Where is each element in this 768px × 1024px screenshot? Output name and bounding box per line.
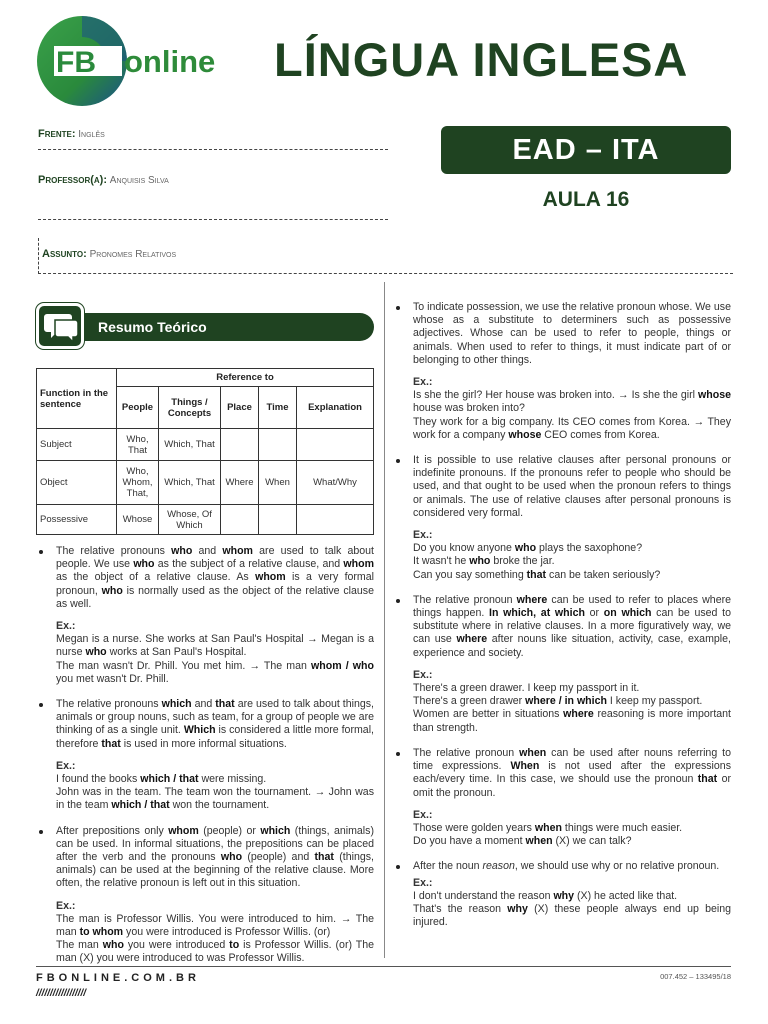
footer-site: FBONLINE.COM.BR: [36, 972, 200, 984]
table-cell: Whose, Of Which: [159, 505, 221, 535]
svg-text:online: online: [124, 44, 216, 79]
relative-pronoun-table-wrap: [36, 368, 374, 535]
left-column: [36, 545, 374, 978]
fbonline-logo: [36, 16, 220, 106]
example-block: Ex.: Is she the girl? Her house was broken into. → Is she the girl whose house was broken into? They work for a big company. Its CEO comes from Korea. → They work for a company whose CEO comes from Korea.: [413, 376, 731, 441]
svg-text:FB: FB: [56, 46, 96, 79]
table-subhead: Explanation: [297, 387, 374, 429]
example-block: Ex.: Megan is a nurse. She works at San Paul's Hospital → Megan is a nurse who works at San Paul's Hospital. The man wasn't Dr. Phill. You met him. → The man whom / who you met wasn't Dr. Phill.: [56, 620, 374, 685]
assunto-field: [38, 238, 733, 274]
table-cell: [297, 505, 374, 535]
table-cell: When: [259, 461, 297, 505]
table-cell: Which, That: [159, 429, 221, 461]
table-subhead: Place: [221, 387, 259, 429]
bullet-who-whom: [36, 545, 374, 686]
bullet-where: [393, 594, 731, 735]
table-subhead: People: [117, 387, 159, 429]
relative-pronoun-table: [36, 368, 374, 535]
example-block: Ex.: Do you know anyone who plays the saxophone? It wasn't he who broke the jar. Can you say something that can be taken seriously?: [413, 529, 731, 582]
example-label: Ex.:: [56, 759, 76, 772]
table-cell: What/Why: [297, 461, 374, 505]
logo-graphic: [36, 16, 220, 106]
professor-value: Anquisis Silva: [109, 175, 169, 186]
example-label: Ex.:: [413, 808, 433, 821]
lesson-number: AULA 16: [542, 188, 630, 211]
example-label: Ex.:: [56, 899, 76, 912]
page-title: LÍNGUA INGLESA: [274, 33, 689, 86]
example-block: Ex.: There's a green drawer. I keep my passport in it. There's a green drawer where / in which I keep my passport. Women are better in situations where reasoning is more important than strength.: [413, 668, 731, 734]
bullet-prepositions: [36, 825, 374, 966]
table-cell: [297, 429, 374, 461]
section-header: [36, 303, 374, 349]
paragraph: The relative pronoun where can be used to refer to places where things happen. In which, at which or on which can be used to substitute where in relative clauses. In a more figuratively way, we can use where after nouns like situation, activity, case, example, experience and society.: [413, 593, 732, 659]
table-subhead: Things / Concepts: [159, 387, 221, 429]
professor-label: Professor(a):: [38, 174, 107, 186]
section-title: Resumo Teórico: [60, 313, 374, 341]
table-subhead: Time: [259, 387, 297, 429]
example-label: Ex.:: [56, 620, 76, 633]
table-row: [37, 505, 374, 535]
table-cell: Object: [37, 461, 117, 505]
chat-bubble-icon: [36, 303, 84, 349]
table-cell: Whose: [117, 505, 159, 535]
paragraph: To indicate possession, we use the relative pronoun whose. We use whose as a substitute to determiners such as possessive adjectives. Whose can be used to refer to people, things or animals. When used to refer to things, it must indicate part of or belonging to other things.: [413, 301, 731, 366]
bullet-which-that: [36, 698, 374, 813]
table-cell: Subject: [37, 429, 117, 461]
table-cell: Where: [221, 461, 259, 505]
assunto-value: Pronomes Relativos: [89, 249, 177, 260]
right-column: [393, 301, 731, 941]
frente-field: [38, 128, 388, 150]
example-label: Ex.:: [413, 668, 433, 681]
footer-code: 007.452 – 133495/18: [660, 972, 731, 981]
bullet-when: [393, 747, 731, 848]
example-label: Ex.:: [413, 876, 433, 889]
paragraph: The relative pronoun when can be used after nouns referring to time expressions. When is not used after the expressions each/every time. In this case, we should use the pronoun that or omit the pronoun.: [413, 746, 731, 799]
bullet-whose: [393, 301, 731, 442]
frente-label: Frente:: [38, 128, 76, 140]
table-cell: Which, That: [159, 461, 221, 505]
example-label: Ex.:: [413, 529, 433, 542]
professor-field: [38, 174, 388, 220]
footer-divider: [36, 966, 731, 967]
example-block: Ex.: The man is Professor Willis. You were introduced to him. → The man to whom you were introduced is Professor Willis. (or) The man who you were introduced to is Professor Willis. (or) The man (X) you were introduced to was Professor Willis.: [56, 899, 375, 965]
table-header-function: Function in the sentence: [37, 369, 117, 429]
course-badge: EAD – ITA: [441, 126, 731, 174]
bullet-reason-why: [393, 860, 731, 929]
table-cell: Who, That: [117, 429, 159, 461]
table-cell: [259, 505, 297, 535]
paragraph: It is possible to use relative clauses after personal pronouns or indefinite pronouns. If the pronouns refer to people who should be used, and that ought to be used when the pronoun refers to things or animals. The use of relative clauses after personal pronouns is considered very formal.: [413, 454, 731, 519]
example-block: Ex.: I found the books which / that were missing. John was in the team. The team won the tournament. → John was in the team which / that won the tournament.: [56, 759, 374, 812]
table-cell: [221, 429, 259, 461]
table-cell: [259, 429, 297, 461]
frente-value: Inglês: [78, 129, 105, 140]
footer-slashes: //////////////////: [36, 988, 87, 999]
table-row: [37, 461, 374, 505]
paragraph: After the noun reason, we should use why or no relative pronoun.: [413, 860, 720, 873]
bullet-personal-pronouns: [393, 454, 731, 582]
table-header-reference: Reference to: [117, 369, 374, 387]
table-cell: Possessive: [37, 505, 117, 535]
paragraph: The relative pronouns who and whom are used to talk about people. We use who as the subject of a relative clause, and whom as the object of a relative clause. As whom is a very formal pronoun, who is normally used as the object of the relative clause as well.: [56, 545, 375, 610]
example-label: Ex.:: [413, 376, 433, 389]
example-block: Ex.: Those were golden years when things were much easier. Do you have a moment when (X) we can talk?: [413, 809, 731, 849]
paragraph: After prepositions only whom (people) or which (things, animals) can be used. In informal situations, the prepositions can be placed after the verb and the pronouns who (people) and that (things, animals) can be used at the beginning of the relative clause. More often, the relative pronoun is left out in this situation.: [56, 824, 374, 890]
column-divider: [384, 282, 385, 958]
example-block: Ex.: I don't understand the reason why (X) he acted like that. That's the reason why (X) these people always end up being injured.: [413, 876, 731, 929]
paragraph: The relative pronouns which and that are used to talk about things, animals or group nouns, such as team, for a group of people we are thinking of as a single unit. Which is considered a little more formal, therefore that is used in more informal situations.: [56, 698, 374, 750]
assunto-label: Assunto:: [42, 248, 87, 260]
table-row: [37, 429, 374, 461]
table-cell: Who, Whom, That,: [117, 461, 159, 505]
table-cell: [221, 505, 259, 535]
